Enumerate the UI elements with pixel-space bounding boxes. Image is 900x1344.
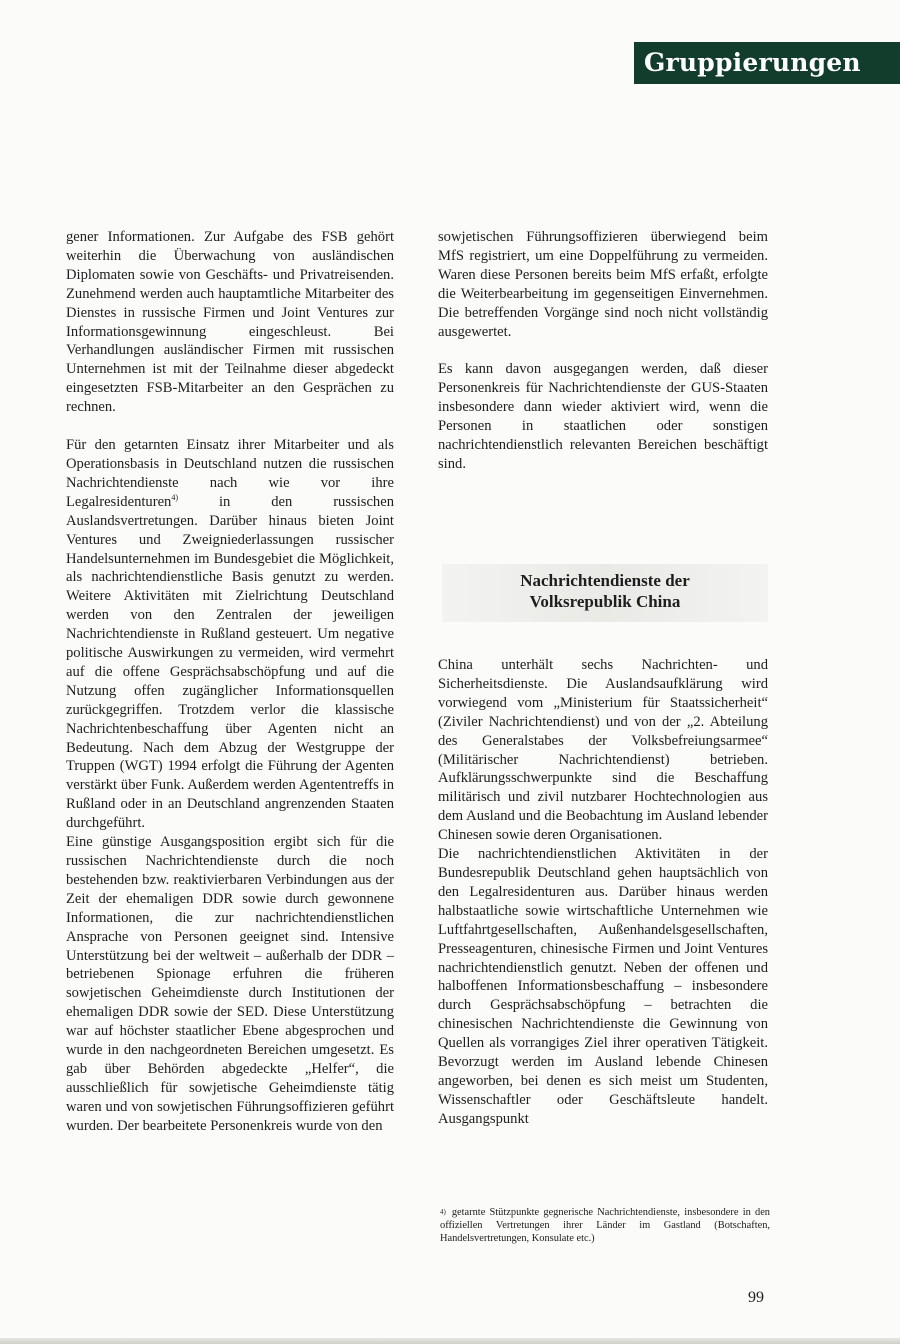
left-paragraph-1: gener Informationen. Zur Aufgabe des FSB gehört weiterhin die Überwachung von ausländischen Diplomaten sowie von Geschäfts- und Privatreisenden. Zunehmend werden auch hauptamtliche Mitarbeiter des Dienstes in russische Firmen und Joint Ventures zur Informationsgewinnung eingeschleust. Bei Verhandlungen ausländischer Firmen mit russischen Unternehmen ist mit der Teilnahme dieser abgedeckt eingesetzten FSB-Mitarbeiter an den Gesprächen zu rechnen. — [66, 229, 394, 416]
right-paragraph-2: Es kann davon ausgegangen werden, daß dieser Personenkreis für Nachrichtendienste der GUS-Staaten insbesondere dann wieder aktiviert wird, wenn die Personen in staatlichen oder sonstigen nachrichtendienstlich relevanten Bereichen beschäftigt sind. — [438, 361, 768, 472]
left-paragraph-2-end: in den russischen Auslandsvertretungen. Darüber hinaus bieten Joint Ventures und Zweigniederlassungen russischer Handelsunternehmen im Bundesgebiet die Möglichkeit, als nachrichtendienstliche Basis genutzt zu werden. Weitere Aktivitäten mit Zielrichtung Deutschland werden von den Zentralen der jeweiligen Nachrichtendienste in Rußland gesteuert. Um negative politische Auswirkungen zu vermeiden, wird vermehrt auf die offene Gesprächsabschöpfung und auf die Nutzung offen zugänglicher Informationsquellen zurückgegriffen. Trotzdem verlor die klassische Nachrichtenbeschaffung über Agenten nicht an Bedeutung. Nach dem Abzug der Westgruppe der Truppen (WGT) 1994 erfolgt die Führung der Agenten verstärkt über Funk. Außerdem werden Agententreffs in Rußland oder in an Deutschland angrenzenden Staaten durchgeführt. — [66, 493, 394, 832]
footnote — [440, 1206, 770, 1245]
right-column-bottom — [438, 656, 768, 1129]
left-paragraph-2 — [66, 436, 394, 833]
section-heading-line-2: Volksrepublik China — [529, 592, 681, 611]
right-column-top — [438, 228, 768, 474]
left-paragraph-2-start: Für den getarnten Einsatz ihrer Mitarbeiter und als Operationsbasis in Deutschland nutzen die russischen Nachrichtendienste nach wie vor ihre Legalresidenturen — [66, 437, 394, 510]
page-number: 99 — [748, 1289, 764, 1306]
right-paragraph-4: Die nachrichtendienstlichen Aktivitäten in der Bundesrepublik Deutschland gehen hauptsächlich von den Legalresidenturen aus. Darüber hinaus werden halbstaatliche sowie wirtschaftliche Unternehmen wie Luftfahrtgesellschaften, Außenhandelsgesellschaften, Presseagenturen, chinesische Firmen und Joint Ventures nachrichtendienstlich genutzt. Neben der offenen und halboffenen Informationsbeschaffung – insbesondere durch Gesprächsabschöpfung – betrachten die chinesischen Nachrichtendienste die Gewinnung von Quellen als vorrangiges Ziel ihrer operativen Tätigkeit. Bevorzugt werden im Ausland lebende Chinesen angeworben, bei denen es sich meist um Studenten, Wissenschaftler oder Geschäftsleute handelt. Ausgangspunkt — [438, 846, 768, 1127]
left-column — [66, 228, 394, 1136]
section-heading-china — [442, 564, 768, 622]
left-paragraph-3: Eine günstige Ausgangsposition ergibt sich für die russischen Nachrichtendienste durch die noch bestehenden bzw. reaktivierbaren Verbindungen aus der Zeit der ehemaligen DDR sowie durch gewonnene Informationen, die zur nachrichtendienstlichen Ansprache von Personen geeignet sind. Intensive Unterstützung bei der weltweit – außerhalb der DDR – betriebenen Spionage erfuhren die früheren sowjetischen Geheimdienste durch Institutionen der ehemaligen DDR sowie der SED. Diese Unterstützung war auf höchster staatlicher Ebene abgesprochen und wurde in den nachgeordneten Bereichen umgesetzt. Es gab über Behörden abgedeckte „Helfer“, die ausschließlich für sowjetische Geheimdienste tätig waren und von sowjetischen Führungsoffizieren geführt wurden. Der bearbeitete Personenkreis wurde von den — [66, 834, 394, 1134]
right-paragraph-3: China unterhält sechs Nachrichten- und Sicherheitsdienste. Die Auslandsaufklärung wird vorwiegend vom „Ministerium für Staatssicherheit“ (Ziviler Nachrichtendienst) und von der „2. Abteilung des Generalstabes der Volksbefreiungsarmee“ (Militärischer Nachrichtendienst) betrieben. Aufklärungsschwerpunkte sind die Beschaffung militärisch und zivil nutzbarer Hochtechnologien aus dem Ausland und die Beobachtung im Ausland lebender Chinesen sowie deren Organisationen. — [438, 657, 768, 844]
footnote-marker: 4) — [440, 1208, 446, 1216]
page-bottom-edge — [0, 1338, 900, 1344]
section-heading-line-1: Nachrichtendienste der — [520, 571, 690, 590]
section-title: Gruppierungen — [644, 48, 861, 77]
footnote-reference: 4) — [171, 492, 179, 502]
footnote-text: getarnte Stützpunkte gegnerische Nachrichtendienste, insbesondere in den offiziellen Vertretungen ihrer Länder im Gastland (Botschaften, Handelsvertretungen, Konsulate etc.) — [440, 1207, 770, 1244]
section-title-banner — [634, 42, 900, 84]
right-paragraph-1: sowjetischen Führungsoffizieren überwiegend beim MfS registriert, um eine Doppelführung zu vermeiden. Waren diese Personen bereits beim MfS erfaßt, erfolgte die Weiterbearbeitung im gegenseitigen Einvernehmen. Die betreffenden Vorgänge sind noch nicht vollständig ausgewertet. — [438, 229, 768, 340]
